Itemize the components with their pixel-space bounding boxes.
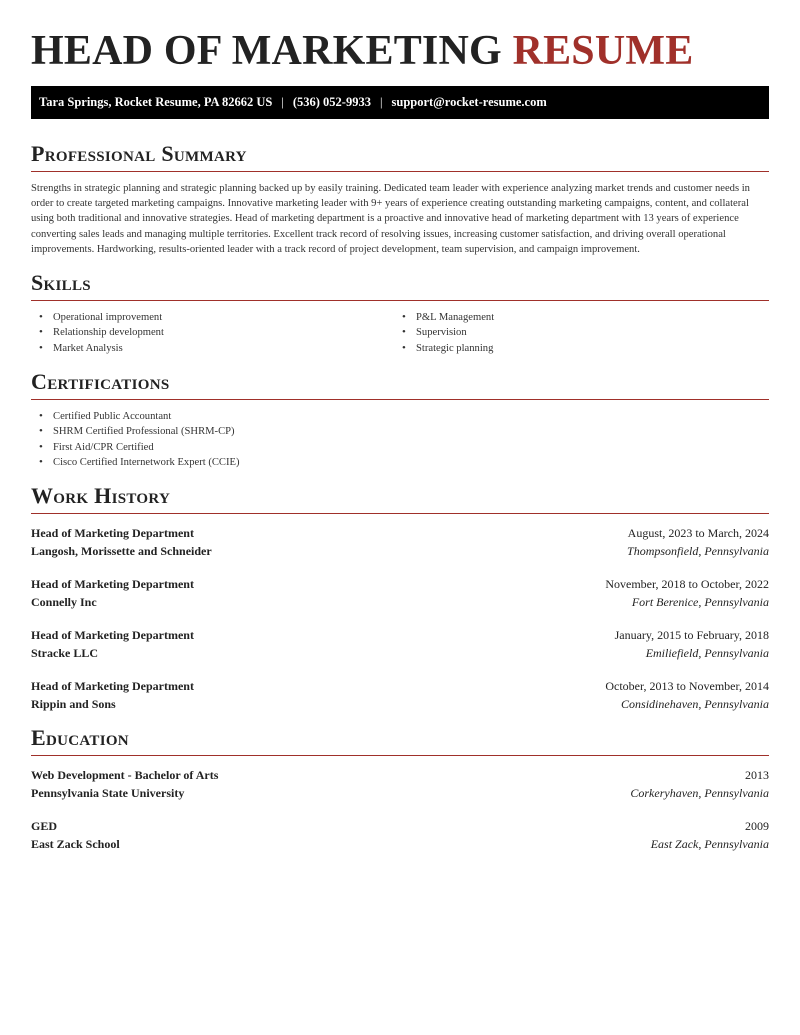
education-degree: GED	[31, 819, 58, 833]
job-company: Langosh, Morissette and Schneider	[31, 544, 212, 558]
job-company: Rippin and Sons	[31, 697, 116, 711]
contact-phone[interactable]: (536) 052-9933	[292, 95, 371, 109]
contact-address: Tara Springs, Rocket Resume, PA 82662 US	[39, 95, 273, 109]
skill-item: • Strategic planning	[394, 341, 754, 356]
certifications-list	[31, 409, 531, 470]
summary-heading: Professional Summary	[31, 141, 769, 172]
job-location: Emiliefield, Pennsylvania	[645, 646, 769, 660]
certifications-heading: Certifications	[31, 369, 769, 400]
job-title: Head of Marketing Department	[31, 679, 194, 693]
job-dates: November, 2018 to October, 2022	[605, 577, 769, 591]
job-location: Thompsonfield, Pennsylvania	[627, 544, 769, 558]
certification-item: • SHRM Certified Professional (SHRM-CP)	[31, 424, 531, 439]
job-location: Considinehaven, Pennsylvania	[621, 697, 769, 711]
job-entry	[31, 626, 769, 662]
job-location: Fort Berenice, Pennsylvania	[631, 595, 769, 609]
education-heading: Education	[31, 725, 769, 756]
title-main: HEAD OF MARKETING	[31, 28, 513, 74]
skills-heading: Skills	[31, 270, 769, 301]
contact-separator: |	[281, 95, 284, 109]
resume-title	[31, 28, 693, 74]
skill-item: • Relationship development	[31, 325, 391, 340]
education-year: 2009	[745, 819, 769, 833]
job-entry	[31, 677, 769, 713]
job-company: Connelly Inc	[31, 595, 97, 609]
summary-text: Strengths in strategic planning and strategic planning backed up by easily training. Dedicated team leader with experience analyzing market trends and customer needs in order to create targeted marketing campaigns. Innovative marketing leader with 9+ years of experience creating outstanding marketing campaigns, content, and collateral using both traditional and innovative strategies. Head of marketing department is a proactive and innovative head of marketing department with 13 years of experience converting sales leads and managing multiple territories. Excellent track record of resolving issues, increasing customer satisfaction, and driving overall operational improvements. Hardworking, results-oriented leader with a track record of project development, team supervision, and campaign improvement.	[31, 183, 750, 255]
certification-item: • Cisco Certified Internetwork Expert (CCIE)	[31, 455, 531, 470]
skill-item: • Market Analysis	[31, 341, 391, 356]
contact-bar	[31, 86, 769, 119]
job-dates: October, 2013 to November, 2014	[605, 679, 769, 693]
certification-item: • Certified Public Accountant	[31, 409, 531, 424]
education-year: 2013	[745, 768, 769, 782]
skill-item: • Supervision	[394, 325, 754, 340]
education-entry	[31, 817, 769, 853]
certification-item: • First Aid/CPR Certified	[31, 440, 531, 455]
skill-item: • Operational improvement	[31, 310, 391, 325]
education-school: Pennsylvania State University	[31, 786, 185, 800]
education-location: Corkeryhaven, Pennsylvania	[630, 786, 769, 800]
job-title: Head of Marketing Department	[31, 577, 194, 591]
job-entry	[31, 575, 769, 611]
contact-email[interactable]: support@rocket-resume.com	[391, 95, 547, 109]
title-accent: RESUME	[512, 28, 694, 74]
education-school: East Zack School	[31, 837, 120, 851]
job-entry	[31, 524, 769, 560]
skills-list-right	[394, 310, 754, 356]
contact-separator: |	[379, 95, 383, 109]
skill-item: • P&L Management	[394, 310, 754, 325]
job-title: Head of Marketing Department	[31, 628, 194, 642]
skills-list-left	[31, 310, 391, 356]
education-degree: Web Development - Bachelor of Arts	[31, 768, 219, 782]
job-dates: August, 2023 to March, 2024	[627, 526, 769, 540]
job-dates: January, 2015 to February, 2018	[614, 628, 769, 642]
work-history-heading: Work History	[31, 483, 769, 514]
job-company: Stracke LLC	[31, 646, 98, 660]
job-title: Head of Marketing Department	[31, 526, 194, 540]
education-location: East Zack, Pennsylvania	[650, 837, 769, 851]
education-entry	[31, 766, 769, 802]
